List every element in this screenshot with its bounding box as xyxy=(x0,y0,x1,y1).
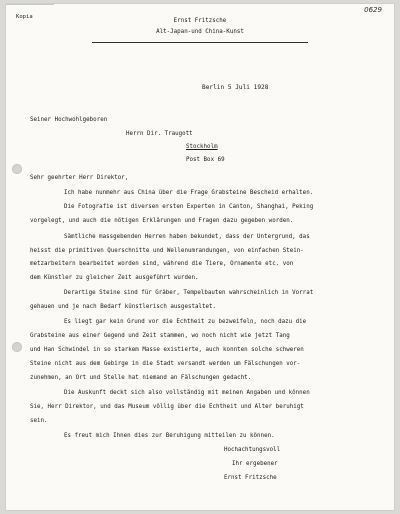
letter-page xyxy=(6,4,394,510)
sender-business: Alt-Japan-und China-Kunst xyxy=(156,29,244,35)
closing-line: Ihr ergebener xyxy=(232,461,278,467)
recipient-pobox: Post Box 69 xyxy=(186,157,225,163)
body-line: Es liegt gar kein Grund vor die Echtheit zu bezweifeln, noch dazu die xyxy=(64,319,307,325)
body-line: sein. xyxy=(30,418,48,424)
body-line: zunehmen, an Ort und Stelle hat niemand an Fälschungen gedacht. xyxy=(30,375,252,381)
body-line: Derartige Steine sind für Gräber, Tempelbauten wahrscheinlich in Vorrat xyxy=(64,290,314,296)
copy-label: Kopia xyxy=(16,14,33,20)
body-line: Ich habe nunmehr aus China über die Frage Grabsteine Bescheid erhalten. xyxy=(64,190,314,196)
place-date: Berlin 5 Juli 1928 xyxy=(202,84,269,91)
recipient-name: Herrn Dir. Traugott xyxy=(126,131,193,137)
punch-hole xyxy=(12,342,22,352)
body-line: Sie, Herr Direktor, und das Museum völlig über die Echtheit und Alter beruhigt xyxy=(30,404,304,410)
salutation: Sehr geehrter Herr Direktor, xyxy=(30,175,129,181)
closing: Hochachtungsvoll xyxy=(224,447,281,453)
sender-name: Ernst Fritzsche xyxy=(173,18,227,24)
recipient-city: Stockholm xyxy=(186,144,218,150)
recipient-title: Seiner Hochwohlgeboren xyxy=(30,117,108,123)
punch-hole xyxy=(12,164,22,174)
body-line: Steine nicht aus dem Gebirge in die Stadt versandt werden um Fälschungen vor- xyxy=(30,361,301,367)
body-line: Die Fotografie ist diversen ersten Experten in Canton, Shanghai, Peking xyxy=(64,204,314,210)
body-line: und Han Schwindel in so starkem Masse existierte, auch konnten solche schweren xyxy=(30,347,304,353)
body-line: gehauen und je nach Bedarf künstlerisch ausgestaltet. xyxy=(30,304,217,310)
signature: Ernst Fritzsche xyxy=(224,475,277,481)
body-line: Die Auskunft deckt sich also vollständig mit meinen Angaben und können xyxy=(64,390,310,396)
archive-number: 0629 xyxy=(364,6,382,14)
header-rule xyxy=(92,42,308,43)
body-line: Sämtliche massgebenden Herren haben bekundet, dass der Untergrund, das xyxy=(64,234,310,240)
body-line: heisst die primitiven Querschnitte und Wellenumrandungen, von einfachen Stein- xyxy=(30,248,304,254)
body-line: dem Künstler zu gleicher Zeit ausgeführt wurden. xyxy=(30,275,199,281)
body-line: metzarbeitern bearbeitet worden sind, während die Tiere, Ornamente etc. von xyxy=(30,261,294,267)
body-line: Grabsteine aus einer Gegend und Zeit stammen, wo noch nicht wie jetzt Tang xyxy=(30,333,290,339)
erased-line xyxy=(6,4,54,5)
body-line: Es freut mich Ihnen dies zur Beruhigung mitteilen zu können. xyxy=(64,433,275,439)
body-line: vorgelegt, und auch die nötigen Erklärungen und Fragen dazu gegeben worden. xyxy=(30,218,294,224)
